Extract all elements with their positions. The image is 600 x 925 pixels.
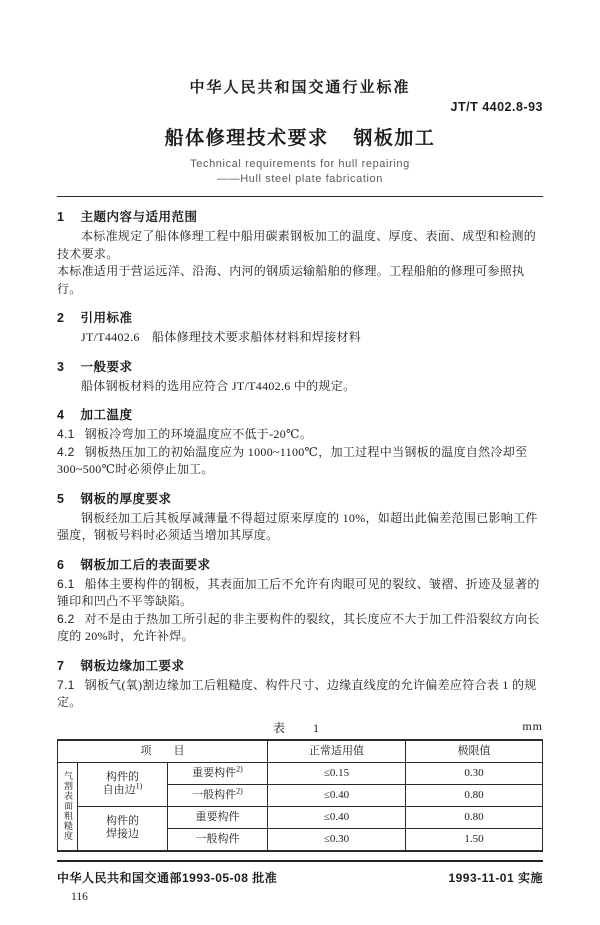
section-number: 4 bbox=[57, 408, 65, 422]
section-title: 钢板加工后的表面要求 bbox=[80, 557, 211, 572]
approval-note: 中华人民共和国交通部1993-05-08 批准 bbox=[57, 870, 278, 885]
normal-value-cell: ≤0.40 bbox=[268, 784, 406, 806]
member-cell: 一般构件 bbox=[168, 828, 268, 851]
edge-type-line2: 焊接边 bbox=[106, 828, 139, 840]
footer-row bbox=[57, 869, 543, 886]
col-header-limit: 极限值 bbox=[406, 740, 543, 763]
header-divider bbox=[57, 196, 543, 197]
english-title-line1: Technical requirements for hull repairing bbox=[190, 158, 410, 170]
clause-number: 6.2 bbox=[57, 611, 75, 626]
section-title: 主题内容与适用范围 bbox=[80, 210, 198, 224]
clause bbox=[57, 677, 543, 712]
section-title: 钢板的厚度要求 bbox=[80, 491, 172, 506]
clause-text: 对不是由于热加工所引起的非主要构件的裂纹，其长度应不大于加工件沿裂纹方向长度的 20%时，允许补焊。 bbox=[57, 611, 540, 643]
clause bbox=[57, 576, 543, 611]
paragraph: 本标准适用于营运远洋、沿海、内河的钢质运输船舶的修理。工程船舶的修理可参照执行。 bbox=[57, 264, 525, 296]
row-group-label: 气割表面粗糙度 bbox=[58, 762, 78, 851]
clause-text: 钢板冷弯加工的环境温度应不低于-20℃。 bbox=[84, 427, 313, 441]
standard-org-title: 中华人民共和国交通行业标准 bbox=[189, 79, 411, 96]
limit-value-cell: 0.80 bbox=[406, 806, 543, 828]
clause-number: 4.1 bbox=[57, 427, 75, 441]
section-heading bbox=[57, 555, 543, 573]
section-general-requirements bbox=[57, 357, 543, 396]
edge-type-cell bbox=[78, 762, 168, 806]
paragraph: 船体钢板材料的选用应符合 JT/T4402.6 中的规定。 bbox=[81, 378, 356, 393]
section-heading bbox=[57, 405, 543, 423]
section-number: 5 bbox=[57, 491, 65, 506]
paragraph: JT/T4402.6 船体修理技术要求船体材料和焊接材料 bbox=[81, 330, 362, 344]
member-cell: 重要构件 bbox=[168, 806, 268, 828]
normal-value-cell: ≤0.15 bbox=[268, 762, 406, 784]
paragraph: 本标准规定了船体修理工程中船用碳素钢板加工的温度、厚度、表面、成型和检测的技术要求。 bbox=[57, 229, 537, 261]
table-row bbox=[58, 762, 543, 784]
document-title-part1: 船体修理技术要求 bbox=[164, 128, 329, 149]
col-header-item: 项 目 bbox=[58, 740, 268, 763]
member-label: 一般构件 bbox=[192, 788, 237, 801]
clause-number: 7.1 bbox=[57, 677, 75, 692]
section-number: 7 bbox=[57, 658, 65, 673]
clause-number: 6.1 bbox=[57, 576, 75, 591]
section-title: 钢板边缘加工要求 bbox=[80, 658, 185, 673]
section-heading bbox=[57, 308, 543, 326]
section-heading bbox=[57, 207, 543, 225]
normal-value-cell: ≤0.40 bbox=[268, 806, 406, 828]
section-title: 引用标准 bbox=[80, 311, 133, 325]
member-cell bbox=[168, 784, 268, 806]
section-edge-processing bbox=[57, 656, 543, 712]
english-title-line2: ——Hull steel plate fabrication bbox=[217, 173, 383, 185]
section-number: 3 bbox=[57, 359, 65, 374]
tolerance-table bbox=[57, 739, 543, 852]
paragraph: 钢板经加工后其板厚减薄量不得超过原来厚度的 10%，如超出此偏差范围已影响工件强度，钢板号料时必须适当增加其厚度。 bbox=[57, 510, 538, 542]
limit-value-cell: 1.50 bbox=[406, 828, 543, 851]
section-title: 加工温度 bbox=[80, 408, 133, 422]
document-title-part2: 钢板加工 bbox=[353, 128, 436, 149]
table-caption-row bbox=[57, 719, 543, 736]
clause-number: 4.2 bbox=[57, 444, 75, 459]
limit-value-cell: 0.30 bbox=[406, 762, 543, 784]
document-page bbox=[0, 76, 600, 925]
section-number: 6 bbox=[57, 557, 65, 572]
table-caption: 表 1 bbox=[272, 720, 327, 735]
standard-number: JT/T 4402.8-93 bbox=[450, 100, 543, 114]
section-number: 1 bbox=[57, 210, 65, 224]
section-number: 2 bbox=[57, 311, 65, 325]
section-heading bbox=[57, 357, 543, 375]
section-heading bbox=[57, 489, 543, 507]
footnote-mark: 1) bbox=[135, 781, 143, 791]
page-number: 116 bbox=[71, 890, 88, 903]
section-thickness-requirements bbox=[57, 489, 543, 545]
table-header-row bbox=[58, 740, 543, 763]
table-unit: mm bbox=[522, 718, 543, 733]
normal-value-cell: ≤0.30 bbox=[268, 828, 406, 851]
edge-type-line1: 构件的 bbox=[106, 771, 139, 783]
footer-divider bbox=[57, 860, 543, 862]
edge-type-line1: 构件的 bbox=[106, 815, 139, 827]
implementation-note: 1993-11-01 实施 bbox=[448, 870, 543, 885]
footnote-mark: 2) bbox=[236, 785, 243, 795]
section-surface-requirements bbox=[57, 555, 543, 646]
clause bbox=[57, 426, 543, 444]
clause bbox=[57, 444, 543, 479]
clause bbox=[57, 611, 543, 646]
section-processing-temperature bbox=[57, 405, 543, 479]
table-row bbox=[58, 806, 543, 828]
section-references bbox=[57, 308, 543, 347]
col-header-normal: 正常适用值 bbox=[268, 740, 406, 763]
edge-type-line2: 自由边 bbox=[102, 784, 136, 796]
clause-text: 船体主要构件的钢板，其表面加工后不允许有肉眼可见的裂纹、皱褶、折迹及显著的锤印和凹凸不平等缺陷。 bbox=[57, 576, 540, 608]
section-heading bbox=[57, 656, 543, 674]
document-title bbox=[57, 123, 543, 150]
clause-text: 钢板气(氧)割边缘加工后粗糙度、构件尺寸、边缘直线度的允许偏差应符合表 1 的规定。 bbox=[57, 677, 537, 709]
member-cell bbox=[168, 762, 268, 784]
section-scope bbox=[57, 207, 543, 298]
member-label: 重要构件 bbox=[192, 766, 237, 779]
edge-type-cell bbox=[78, 806, 168, 851]
clause-text: 钢板热压加工的初始温度应为 1000~1100℃，加工过程中当钢板的温度自然冷却至 300~500℃时必须停止加工。 bbox=[57, 444, 528, 476]
footnote-mark: 2) bbox=[236, 763, 243, 773]
limit-value-cell: 0.80 bbox=[406, 784, 543, 806]
section-title: 一般要求 bbox=[80, 359, 133, 374]
